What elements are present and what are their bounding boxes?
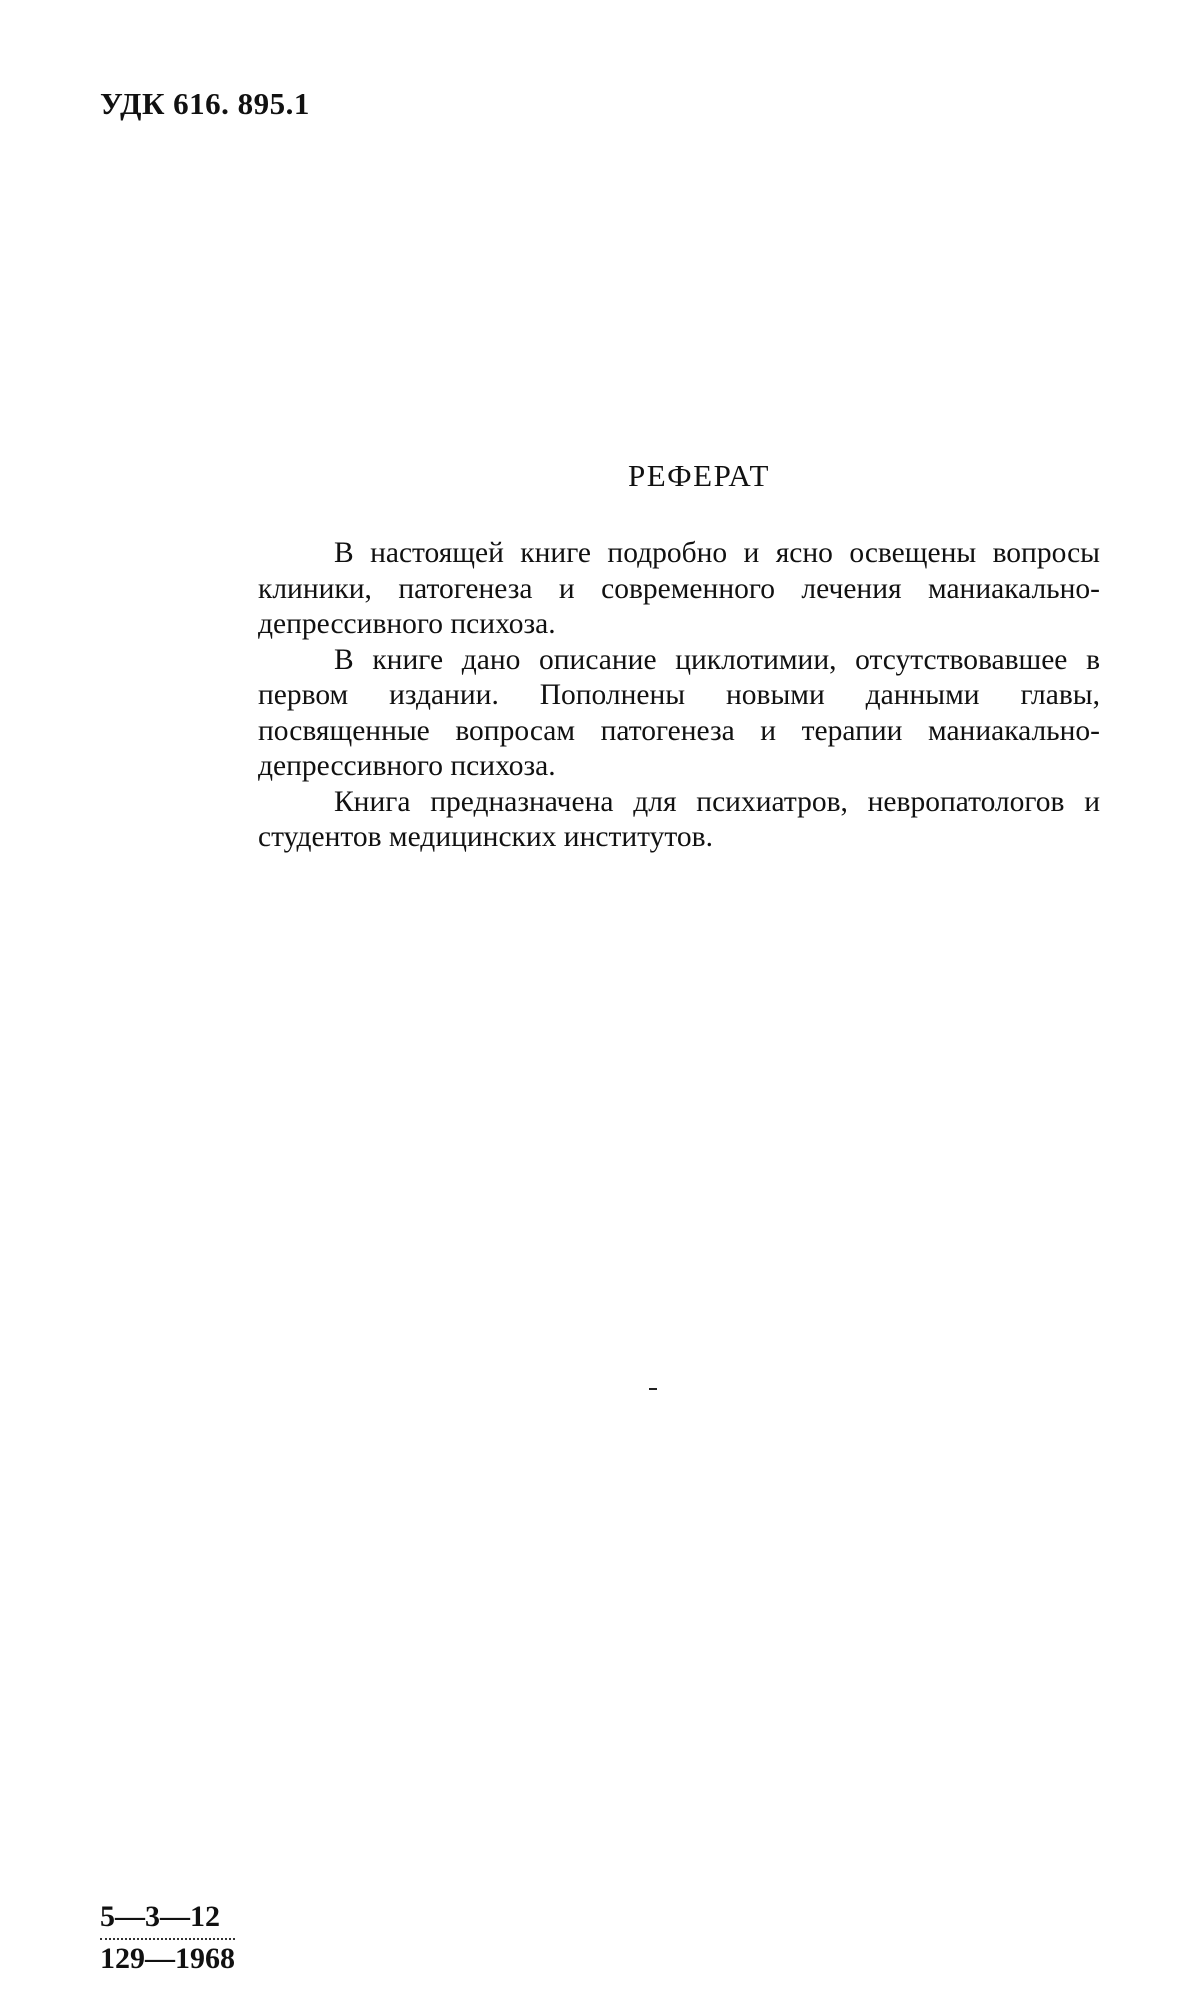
abstract-title: РЕФЕРАТ <box>628 458 770 493</box>
abstract-section <box>258 458 1100 856</box>
print-mark <box>649 1388 657 1390</box>
abstract-paragraph-3: Книга предназначена для психиатров, невропатологов и студентов медицинских институтов. <box>258 785 1100 853</box>
abstract-paragraph-2: В книге дано описание циклотимии, отсутствовавшее в первом издании. Пополнены новыми данными главы, посвященные вопросам патогенеза и терапии маниакально-депрессивного психоза. <box>258 643 1100 782</box>
abstract-paragraph-1: В настоящей книге подробно и ясно освещены вопросы клиники, патогенеза и современного лечения маниакально-депрессивного психоза. <box>258 537 1100 640</box>
publication-code <box>100 1900 235 1978</box>
udk-code: УДК 616. 895.1 <box>100 86 310 121</box>
publication-code-denominator: 129—1968 <box>100 1942 235 1975</box>
publication-code-numerator: 5—3—12 <box>100 1900 235 1940</box>
